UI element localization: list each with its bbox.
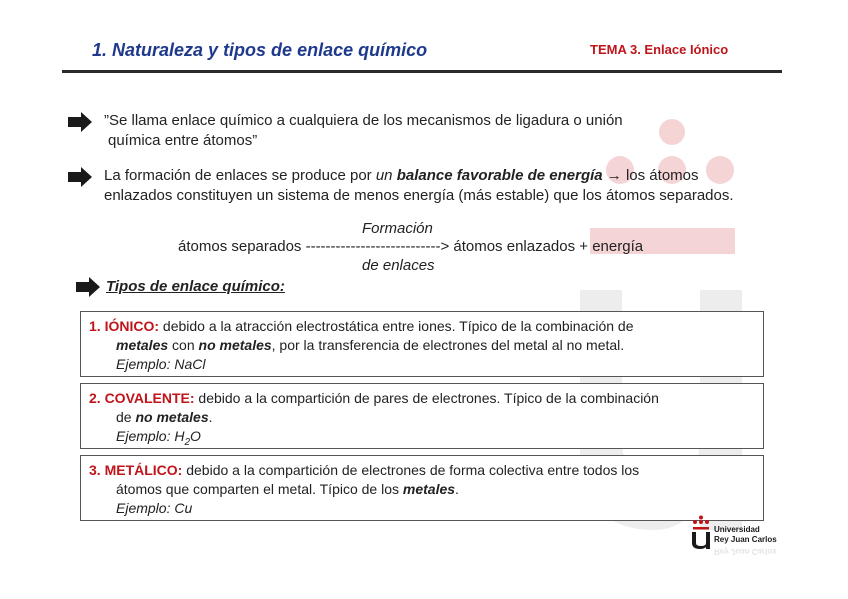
metallic-bond-box: 3. METÁLICO: debido a la compartición de electrones de forma colectiva entre todos los átomos que comparten el metal. Típico de los metales. Ejemplo: Cu: [80, 455, 764, 521]
reaction-top-label: Formación: [362, 220, 433, 237]
university-name-line-1: Universidad: [714, 525, 760, 534]
ionic-bond-box: 1. IÓNICO: debido a la atracción electrostática entre iones. Típico de la combinación de metales con no metales, por la transferencia de electrones del metal al no metal. Ejemplo: NaCl: [80, 311, 764, 377]
metallic-label: 3. METÁLICO:: [89, 462, 183, 478]
metallic-example: Ejemplo: Cu: [116, 500, 193, 516]
arrow-bullet-icon: [68, 167, 92, 187]
university-emblem-icon: [690, 515, 712, 553]
energy-line-1: La formación de enlaces se produce por un balance favorable de energía → los átomos: [104, 167, 699, 184]
page-title: 1. Naturaleza y tipos de enlace químico: [92, 40, 428, 60]
arrow-bullet-icon: [76, 277, 100, 297]
ionic-label: 1. IÓNICO:: [89, 318, 160, 334]
logo-reflection: Rey Juan Carlos: [714, 547, 777, 556]
definition-quote: [104, 111, 754, 151]
energy-paragraph: [104, 166, 804, 206]
energy-line-2: enlazados constituyen un sistema de menos energía (más estable) que los átomos separados.: [104, 187, 734, 204]
arrow-bullet-icon: [68, 112, 92, 132]
reaction-equation: átomos separados ---------------------------> átomos enlazados + energía: [178, 238, 644, 255]
header-divider: [62, 70, 782, 73]
covalent-example: Ejemplo: $H_2O$: [116, 428, 201, 448]
right-arrow-icon: →: [606, 167, 622, 184]
energy-balance-emphasis: balance favorable de energía: [396, 167, 603, 184]
university-name-line-2: Rey Juan Carlos: [714, 535, 777, 544]
covalent-label: 2. COVALENTE:: [89, 390, 195, 406]
types-heading: Tipos de enlace químico:: [106, 278, 285, 295]
topic-label: TEMA 3. Enlace Iónico: [590, 42, 729, 57]
reaction-bottom-label: de enlaces: [362, 257, 435, 274]
definition-line-1: ”Se llama enlace químico a cualquiera de los mecanismos de ligadura o unión: [104, 112, 623, 129]
university-logo: [690, 515, 800, 565]
definition-line-2: química entre átomos”: [108, 132, 258, 149]
ionic-example: Ejemplo: NaCl: [116, 356, 206, 372]
covalent-bond-box: 2. COVALENTE: debido a la compartición de pares de electrones. Típico de la combinación de no metales. Ejemplo: $H_2O$: [80, 383, 764, 449]
